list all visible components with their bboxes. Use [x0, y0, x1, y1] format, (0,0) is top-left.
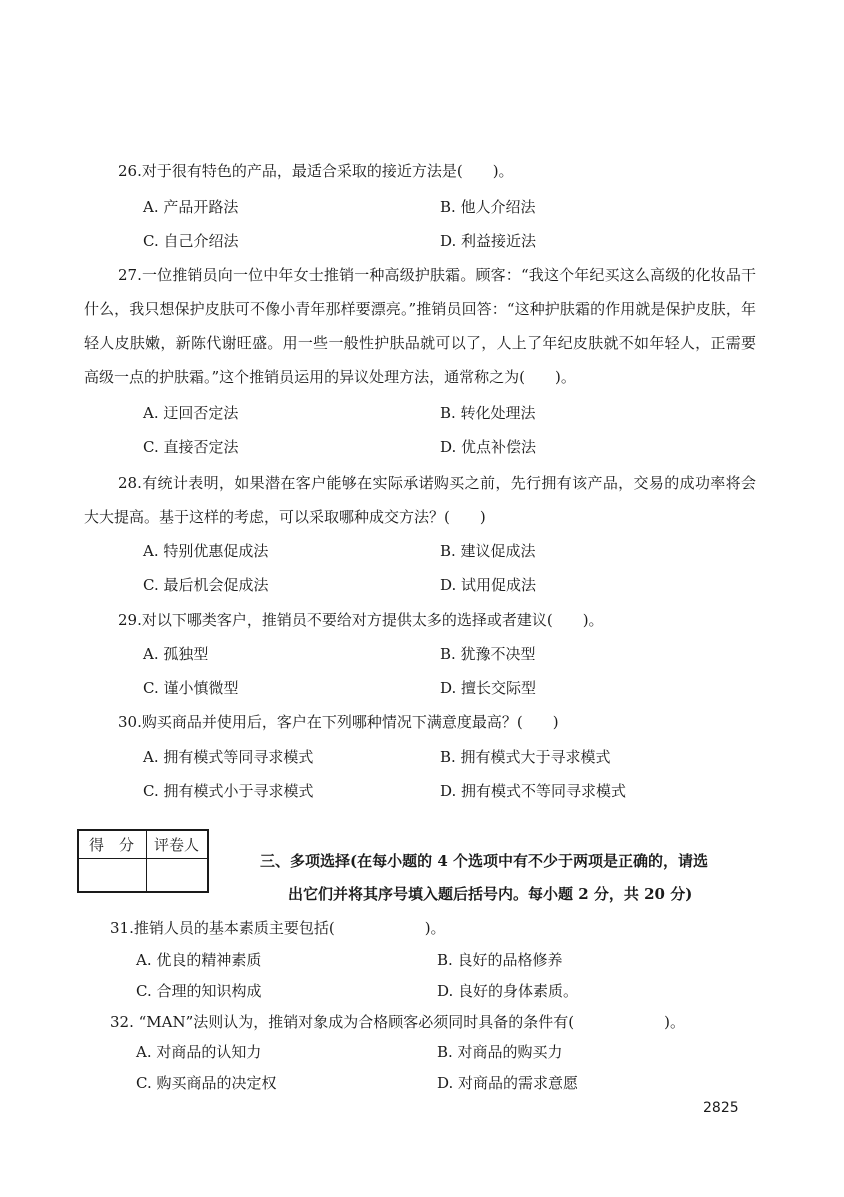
question-27-stem-block — [84, 258, 756, 394]
score-table — [77, 829, 209, 893]
question-31-option-c: C. 合理的知识构成 — [136, 982, 262, 1000]
question-29-stem: 29.对以下哪类客户，推销员不要给对方提供太多的选择或者建议( )。 — [118, 611, 604, 629]
question-29-option-a: A. 孤独型 — [143, 645, 209, 663]
question-27-option-d: D. 优点补偿法 — [440, 438, 537, 456]
question-26-stem: 26.对于很有特色的产品，最适合采取的接近方法是( )。 — [118, 162, 514, 180]
question-26-option-d: D. 利益接近法 — [440, 232, 537, 250]
question-31-option-b: B. 良好的品格修养 — [437, 951, 563, 969]
question-31-option-a: A. 优良的精神素质 — [136, 951, 262, 969]
question-30-option-a: A. 拥有模式等同寻求模式 — [143, 748, 314, 766]
question-28-option-d: D. 试用促成法 — [440, 576, 537, 594]
question-32-stem: 32. “MAN”法则认为，推销对象成为合格顾客必须同时具备的条件有( )。 — [110, 1013, 685, 1031]
question-30-option-d: D. 拥有模式不等同寻求模式 — [440, 782, 627, 800]
score-label: 得 分 — [89, 836, 135, 854]
question-28-stem-block — [84, 466, 756, 534]
question-31-option-d: D. 良好的身体素质。 — [437, 982, 579, 1000]
section-3-heading-line-2: 出它们并将其序号填入题后括号内。每小题 2 分，共 20 分) — [288, 885, 693, 903]
score-table-divider-horizontal — [79, 858, 207, 859]
question-27-option-b: B. 转化处理法 — [440, 404, 536, 422]
question-30-option-c: C. 拥有模式小于寻求模式 — [143, 782, 314, 800]
question-32-option-a: A. 对商品的认知力 — [136, 1043, 262, 1061]
question-32-option-d: D. 对商品的需求意愿 — [437, 1074, 579, 1092]
question-28-option-c: C. 最后机会促成法 — [143, 576, 269, 594]
question-27-option-c: C. 直接否定法 — [143, 438, 239, 456]
grader-label: 评卷人 — [154, 836, 200, 854]
question-26-option-b: B. 他人介绍法 — [440, 198, 536, 216]
question-28-stem: 28.有统计表明，如果潜在客户能够在实际承诺购买之前，先行拥有该产品，交易的成功率将会大大提高。基于这样的考虑，可以采取哪种成交方法？( ) — [84, 474, 756, 526]
question-31-stem: 31.推销人员的基本素质主要包括( )。 — [110, 919, 446, 937]
page-number: 2825 — [703, 1100, 739, 1116]
question-30-stem: 30.购买商品并使用后，客户在下列哪种情况下满意度最高？( ) — [118, 713, 559, 731]
question-28-option-a: A. 特别优惠促成法 — [143, 542, 269, 560]
question-32-option-b: B. 对商品的购买力 — [437, 1043, 563, 1061]
question-29-option-d: D. 擅长交际型 — [440, 679, 537, 697]
question-27-option-a: A. 迂回否定法 — [143, 404, 239, 422]
question-26-option-c: C. 自己介绍法 — [143, 232, 239, 250]
question-29-option-c: C. 谨小慎微型 — [143, 679, 239, 697]
question-29-option-b: B. 犹豫不决型 — [440, 645, 536, 663]
question-28-option-b: B. 建议促成法 — [440, 542, 536, 560]
score-table-divider-vertical — [146, 831, 147, 891]
question-26-option-a: A. 产品开路法 — [143, 198, 239, 216]
question-32-option-c: C. 购买商品的决定权 — [136, 1074, 277, 1092]
section-3-heading-line-1: 三、多项选择(在每小题的 4 个选项中有不少于两项是正确的，请选 — [260, 852, 708, 870]
question-27-stem: 27.一位推销员向一位中年女士推销一种高级护肤霜。顾客：“我这个年纪买这么高级的化妆品干什么，我只想保护皮肤可不像小青年那样要漂亮。”推销员回答：“这种护肤霜的作用就是保护皮肤，年轻人皮肤嫩，新陈代谢旺盛。用一些一般性护肤品就可以了，人上了年纪皮肤就不如年轻人，正需要高级一点的护肤霜。”这个推销员运用的异议处理方法，通常称之为( )。 — [84, 266, 756, 386]
question-30-option-b: B. 拥有模式大于寻求模式 — [440, 748, 611, 766]
